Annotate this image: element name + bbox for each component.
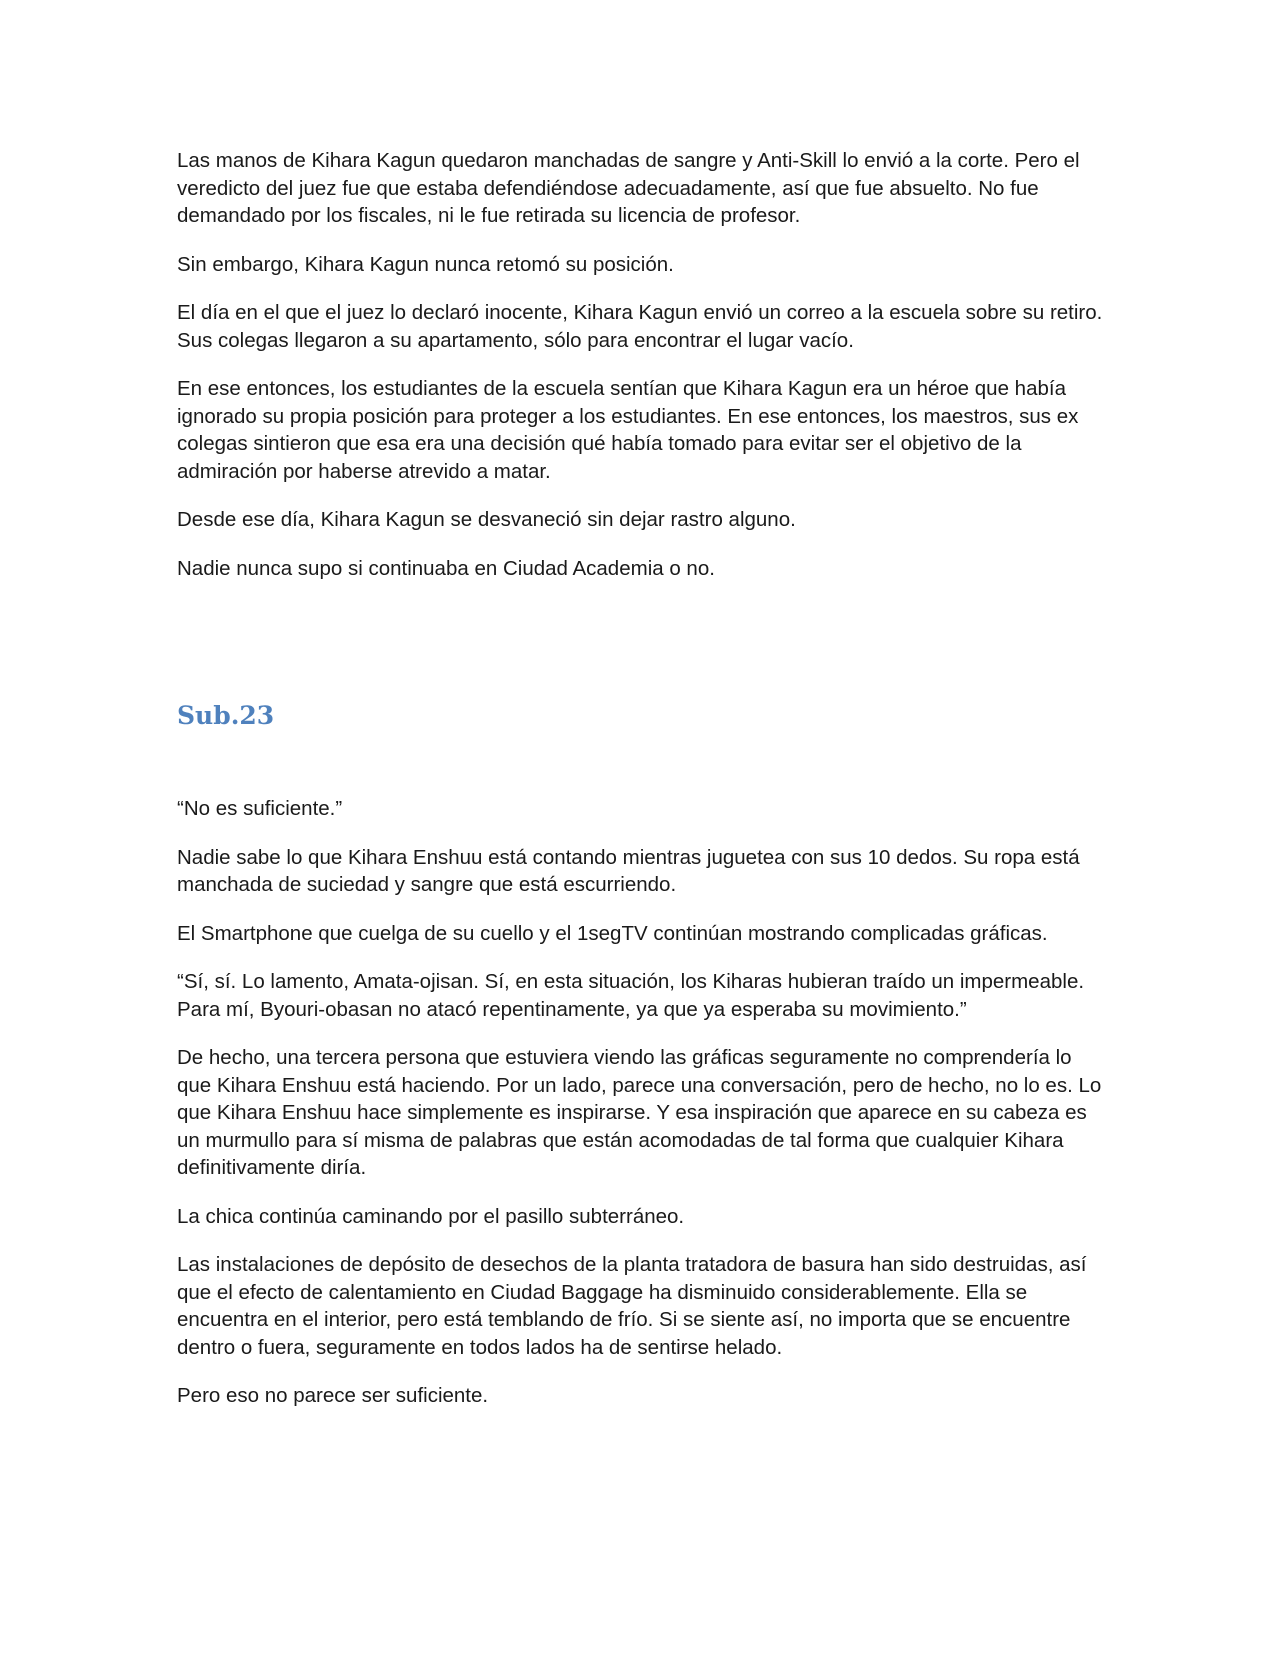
paragraph: Las manos de Kihara Kagun quedaron manchadas de sangre y Anti-Skill lo envió a la corte. Pero el veredicto del juez fue que estaba defendiéndose adecuadamente, así que fue absuelto. No fue demandado por los fiscales, ni le fue retirada su licencia de profesor. bbox=[177, 149, 1080, 227]
paragraph: Nadie sabe lo que Kihara Enshuu está contando mientras juguetea con sus 10 dedos. Su ropa está manchada de suciedad y sangre que está escurriendo. bbox=[177, 845, 1080, 896]
paragraph: “No es suficiente.” bbox=[177, 797, 343, 820]
paragraph: Desde ese día, Kihara Kagun se desvaneció sin dejar rastro alguno. bbox=[177, 508, 796, 531]
paragraph: El día en el que el juez lo declaró inocente, Kihara Kagun envió un correo a la escuela sobre su retiro. Sus colegas llegaron a su apartamento, sólo para encontrar el lugar vacío. bbox=[177, 301, 1103, 352]
paragraph: Las instalaciones de depósito de desechos de la planta tratadora de basura han sido destruidas, así que el efecto de calentamiento en Ciudad Baggage ha disminuido considerablemente. Ella se encuentra en el interior, pero está temblando de frío. Si se siente así, no importa que se encuentre dentro o fuera, seguramente en todos lados ha de sentirse helado. bbox=[177, 1253, 1087, 1359]
paragraph: La chica continúa caminando por el pasillo subterráneo. bbox=[177, 1204, 685, 1228]
section-heading: Sub.23 bbox=[177, 701, 275, 730]
paragraph: Sin embargo, Kihara Kagun nunca retomó su posición. bbox=[177, 252, 674, 276]
paragraph: Nadie nunca supo si continuaba en Ciudad Academia o no. bbox=[177, 556, 715, 580]
section-two-body bbox=[177, 795, 1107, 1431]
section-one-body bbox=[177, 147, 1107, 603]
paragraph: “Sí, sí. Lo lamento, Amata-ojisan. Sí, en esta situación, los Kiharas hubieran traído un impermeable. Para mí, Byouri-obasan no atacó repentinamente, ya que ya esperaba su movimiento.” bbox=[177, 970, 1085, 1021]
paragraph: En ese entonces, los estudiantes de la escuela sentían que Kihara Kagun era un héroe que había ignorado su propia posición para proteger a los estudiantes. En ese entonces, los maestros, sus ex colegas sintieron que esa era una decisión qué había tomado para evitar ser el objetivo de la admiración por haberse atrevido a matar. bbox=[177, 377, 1079, 483]
paragraph: Pero eso no parece ser suficiente. bbox=[177, 1384, 489, 1407]
paragraph: De hecho, una tercera persona que estuviera viendo las gráficas seguramente no comprendería lo que Kihara Enshuu está haciendo. Por un lado, parece una conversación, pero de hecho, no lo es. Lo que Kihara Enshuu hace simplemente es inspirarse. Y esa inspiración que aparece en su cabeza es un murmullo para sí misma de palabras que están acomodadas de tal forma que cualquier Kihara definitivamente diría. bbox=[177, 1046, 1102, 1179]
paragraph: El Smartphone que cuelga de su cuello y el 1segTV continúan mostrando complicadas gráficas. bbox=[177, 921, 1048, 945]
